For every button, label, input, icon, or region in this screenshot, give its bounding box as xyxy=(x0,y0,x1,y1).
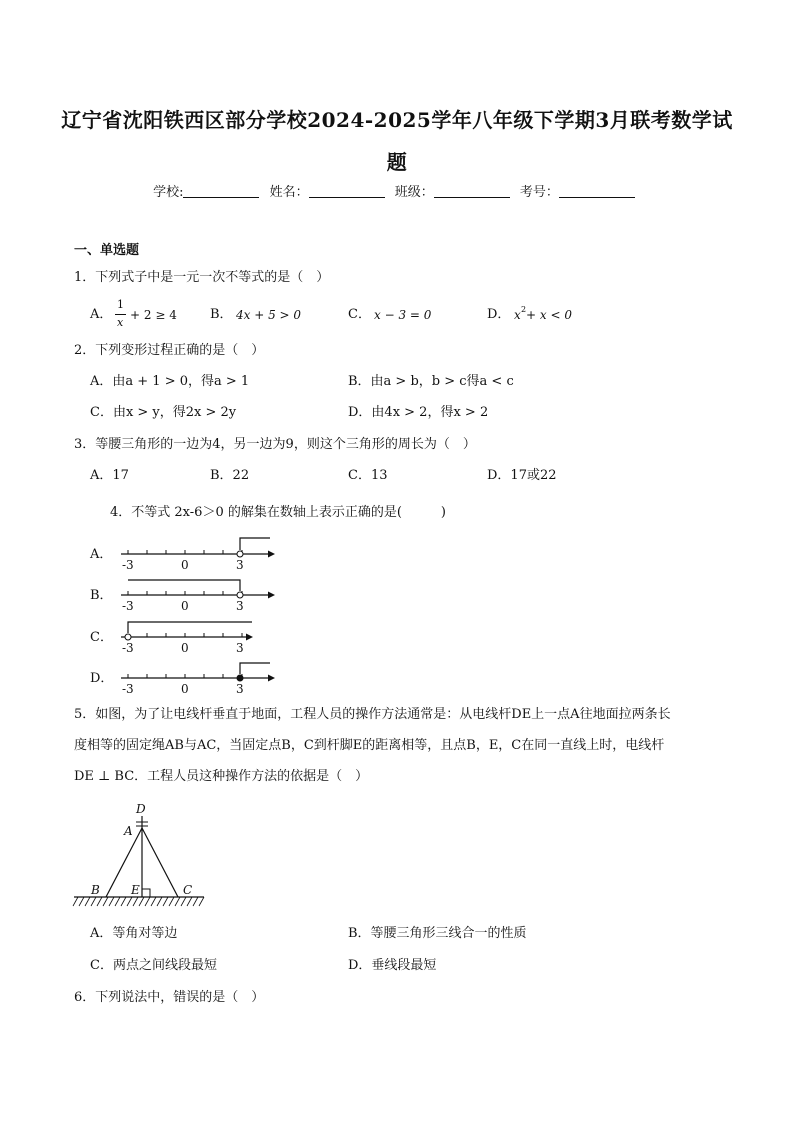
label-b: B xyxy=(91,883,100,897)
tick-label-3: 3 xyxy=(236,599,244,613)
q5-stem-line2: 度相等的固定绳AB与AC，当固定点B，C到杆脚E的距离相等，且点B，E，C在同一直线上时，电线杆 xyxy=(74,738,665,753)
tick-label-neg3: -3 xyxy=(122,641,134,655)
q1-option-b-label: B． xyxy=(210,307,233,322)
q1-option-b-expr: 4x + 5 > 0 xyxy=(236,308,302,322)
q1-option-d-label: D． xyxy=(487,307,511,322)
q1-option-a-denominator: x xyxy=(117,316,124,329)
name-blank[interactable] xyxy=(309,185,385,198)
q1-option-a-label: A． xyxy=(90,307,113,322)
tick-label-neg3: -3 xyxy=(122,558,134,572)
q3-stem: 3．等腰三角形的一边为4，另一边为9，则这个三角形的周长为（ ） xyxy=(74,437,476,452)
q4-option-c-label: C． xyxy=(90,630,113,645)
q3-option-a: A．17 xyxy=(90,468,129,483)
q4-option-d-label: D． xyxy=(90,671,114,686)
page-title-continued: 题 xyxy=(386,150,408,174)
q4-number-line-d xyxy=(118,660,278,700)
tick-label-0: 0 xyxy=(181,558,189,572)
q4-number-line-b xyxy=(118,577,278,617)
tick-label-neg3: -3 xyxy=(122,599,134,613)
exam-no-blank[interactable] xyxy=(559,185,635,198)
q1-option-a-numerator: 1 xyxy=(117,298,124,311)
q5-pole-figure xyxy=(72,800,212,910)
q4-number-line-a xyxy=(118,536,278,576)
q1-option-d-exponent: 2 xyxy=(521,305,527,314)
section-heading: 一、单选题 xyxy=(74,243,140,258)
q4-number-line-c xyxy=(118,619,278,659)
q1-option-c-label: C． xyxy=(348,307,371,322)
label-e: E xyxy=(131,883,140,897)
q5-option-c: C．两点之间线段最短 xyxy=(90,958,217,973)
exam-no-label: 考号： xyxy=(519,185,559,200)
q2-stem: 2．下列变形过程正确的是（ ） xyxy=(74,343,265,358)
tick-label-3: 3 xyxy=(236,641,244,655)
q5-option-a: A．等角对等边 xyxy=(90,926,178,941)
q5-option-b: B．等腰三角形三线合一的性质 xyxy=(348,926,527,941)
q5-stem-line3: DE ⊥ BC．工程人员这种操作方法的依据是（ ） xyxy=(74,769,369,784)
name-label: 姓名： xyxy=(269,185,309,200)
q3-option-c: C．13 xyxy=(348,468,388,483)
tick-label-3: 3 xyxy=(236,682,244,696)
class-blank[interactable] xyxy=(434,185,510,198)
q1-option-d-base: x xyxy=(514,308,521,322)
student-info-row xyxy=(0,181,794,200)
q3-option-b: B．22 xyxy=(210,468,250,483)
label-d: D xyxy=(136,802,146,816)
class-label: 班级： xyxy=(394,185,434,200)
q4-option-a-label: A． xyxy=(90,547,113,562)
label-a: A xyxy=(124,824,133,838)
q6-stem: 6．下列说法中，错误的是（ ） xyxy=(74,990,265,1005)
q4-stem: 4．不等式 2x-6＞0 的解集在数轴上表示正确的是( ) xyxy=(110,505,446,520)
tick-label-0: 0 xyxy=(181,682,189,696)
q1-option-a-rest: + 2 ≥ 4 xyxy=(130,308,177,322)
tick-label-neg3: -3 xyxy=(122,682,134,696)
tick-label-3: 3 xyxy=(236,558,244,572)
tick-label-0: 0 xyxy=(181,641,189,655)
page-title: 辽宁省沈阳铁西区部分学校2024-2025学年八年级下学期3月联考数学试 xyxy=(61,108,733,132)
q1-option-c-expr: x − 3 = 0 xyxy=(374,308,432,322)
q2-option-a: A．由a + 1 > 0，得a > 1 xyxy=(90,374,250,389)
tick-label-0: 0 xyxy=(181,599,189,613)
q1-stem: 1．下列式子中是一元一次不等式的是（ ） xyxy=(74,270,330,285)
school-blank[interactable] xyxy=(183,185,259,198)
q5-option-d: D．垂线段最短 xyxy=(348,958,437,973)
q3-option-d: D．17或22 xyxy=(487,468,557,483)
q2-option-c: C．由x > y，得2x > 2y xyxy=(90,405,237,420)
q5-stem-line1: 5．如图，为了让电线杆垂直于地面，工程人员的操作方法通常是：从电线杆DE上一点A往地面拉两条长 xyxy=(74,707,671,722)
q2-option-d: D．由4x > 2，得x > 2 xyxy=(348,405,489,420)
label-c: C xyxy=(183,883,193,897)
school-label: 学校: xyxy=(153,185,184,200)
q1-option-d-rest: + x < 0 xyxy=(526,308,572,322)
q2-option-b: B．由a > b，b > c得a < c xyxy=(348,374,514,389)
q4-option-b-label: B． xyxy=(90,588,113,603)
